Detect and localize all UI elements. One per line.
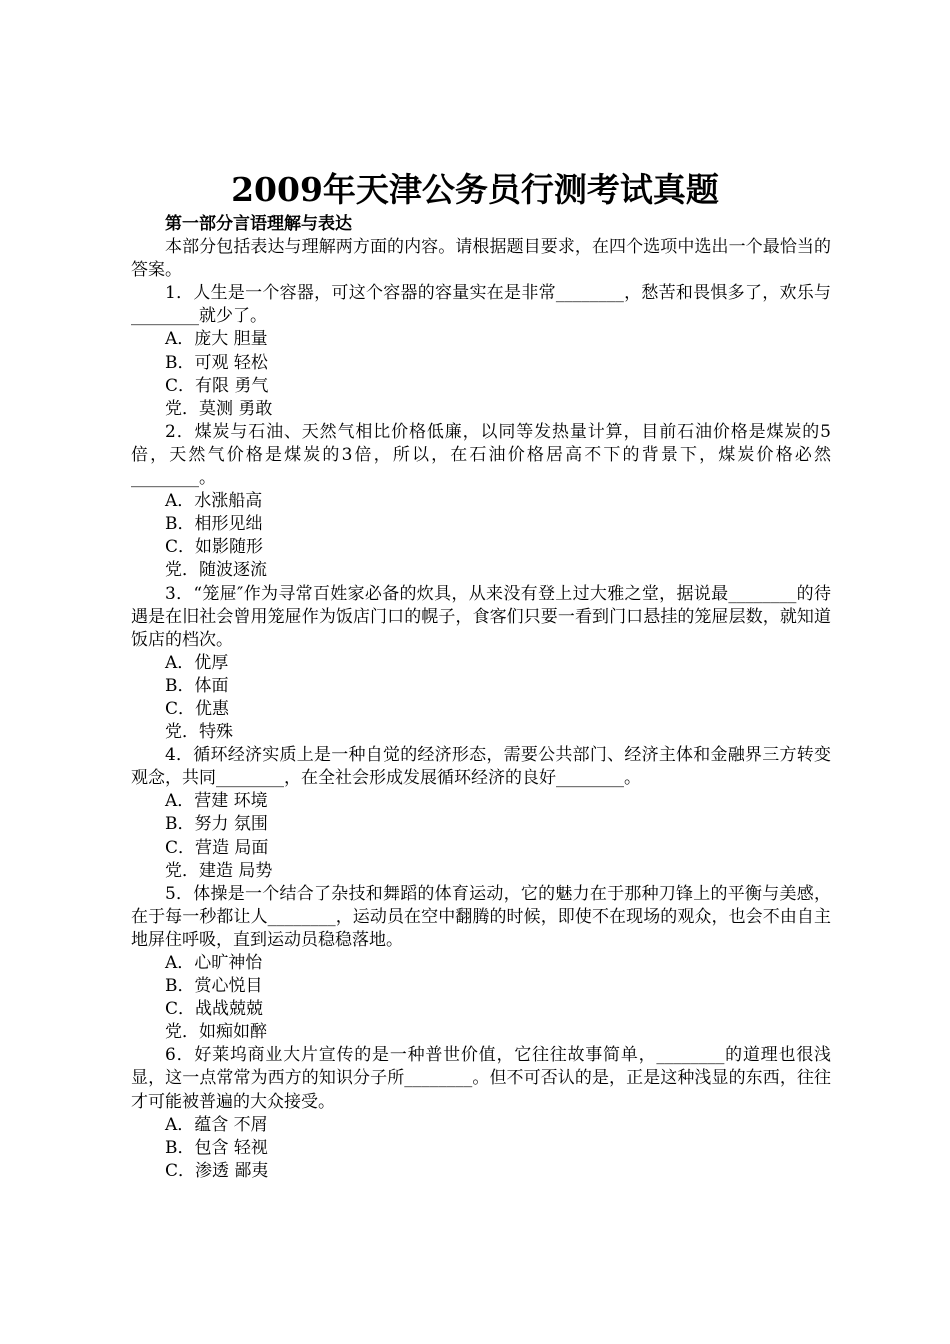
option-b: B．努力 氛围 — [165, 814, 268, 835]
section-heading: 第一部分言语理解与表达 — [165, 214, 352, 234]
option-a: A．庞大 胆量 — [165, 329, 268, 350]
option-c: C．优惠 — [165, 698, 230, 719]
option-b: B．赏心悦目 — [165, 976, 263, 997]
intro-paragraph: 本部分包括表达与理解两方面的内容。请根据题目要求，在四个选项中选出一个最恰当的答案。 — [131, 237, 831, 281]
option-d: 党．莫测 勇敢 — [165, 398, 273, 419]
question-6 — [131, 1044, 831, 1183]
option-a: A．水涨船高 — [165, 491, 263, 512]
question-stem: 6．好莱坞商业大片宣传的是一种普世价值，它往往故事简单，________的道理也很浅显，这一点常常为西方的知识分子所________。但不可否认的是，正是这种浅显的东西，往往才可能被普遍的大众接受。 — [131, 1045, 831, 1112]
document-body — [131, 213, 831, 1183]
option-c: C．战战兢兢 — [165, 999, 264, 1020]
option-c: C．有限 勇气 — [165, 375, 269, 396]
question-stem: 1．人生是一个容器，可这个容器的容量实在是非常________，愁苦和畏惧多了，欢乐与________就少了。 — [131, 283, 831, 327]
option-d: 党．建造 局势 — [165, 860, 273, 881]
option-d: 党．如痴如醉 — [165, 1022, 267, 1043]
option-d: 党．随波逐流 — [165, 560, 267, 581]
option-a: A．心旷神怡 — [165, 953, 263, 973]
question-4 — [131, 744, 831, 883]
option-a: A．营建 环境 — [165, 791, 268, 812]
question-stem: 3．“笼屉″作为寻常百姓家必备的炊具，从来没有登上过大雅之堂，据说最________的待遇是在旧社会曾用笼屉作为饭店门口的幌子，食客们只要一看到门口悬挂的笼屉层数，就知道饭店的档次。 — [131, 583, 831, 650]
option-c: C．渗透 鄙夷 — [165, 1160, 269, 1181]
option-c: C．如影随形 — [165, 537, 264, 558]
question-1 — [131, 282, 831, 421]
question-3 — [131, 583, 831, 745]
question-2 — [131, 421, 831, 583]
option-b: B．体面 — [165, 675, 229, 696]
question-stem: 2．煤炭与石油、天然气相比价格低廉，以同等发热量计算，目前石油价格是煤炭的5倍，天然气价格是煤炭的3倍，所以，在石油价格居高不下的背景下，煤炭价格必然________。 — [131, 421, 831, 489]
question-stem: 4．循环经济实质上是一种自觉的经济形态，需要公共部门、经济主体和金融界三方转变观念，共同________，在全社会形成发展循环经济的良好________。 — [131, 745, 831, 789]
document-title: 2009年天津公务员行测考试真题 — [231, 170, 719, 209]
option-b: B．包含 轻视 — [165, 1137, 268, 1158]
option-c: C．营造 局面 — [165, 837, 269, 858]
option-a: A．优厚 — [165, 652, 229, 673]
question-stem: 5．体操是一个结合了杂技和舞蹈的体育运动，它的魅力在于那种刀锋上的平衡与美感，在于每一秒都让人________，运动员在空中翻腾的时候，即使不在现场的观众，也会不由自主地屏住呼吸，直到运动员稳稳落地。 — [131, 883, 831, 950]
option-a: A．蕴含 不屑 — [165, 1114, 268, 1135]
option-b: B．可观 轻松 — [165, 352, 268, 373]
option-d: 党．特殊 — [165, 722, 233, 743]
option-b: B．相形见绌 — [165, 514, 263, 535]
question-5 — [131, 883, 831, 1045]
